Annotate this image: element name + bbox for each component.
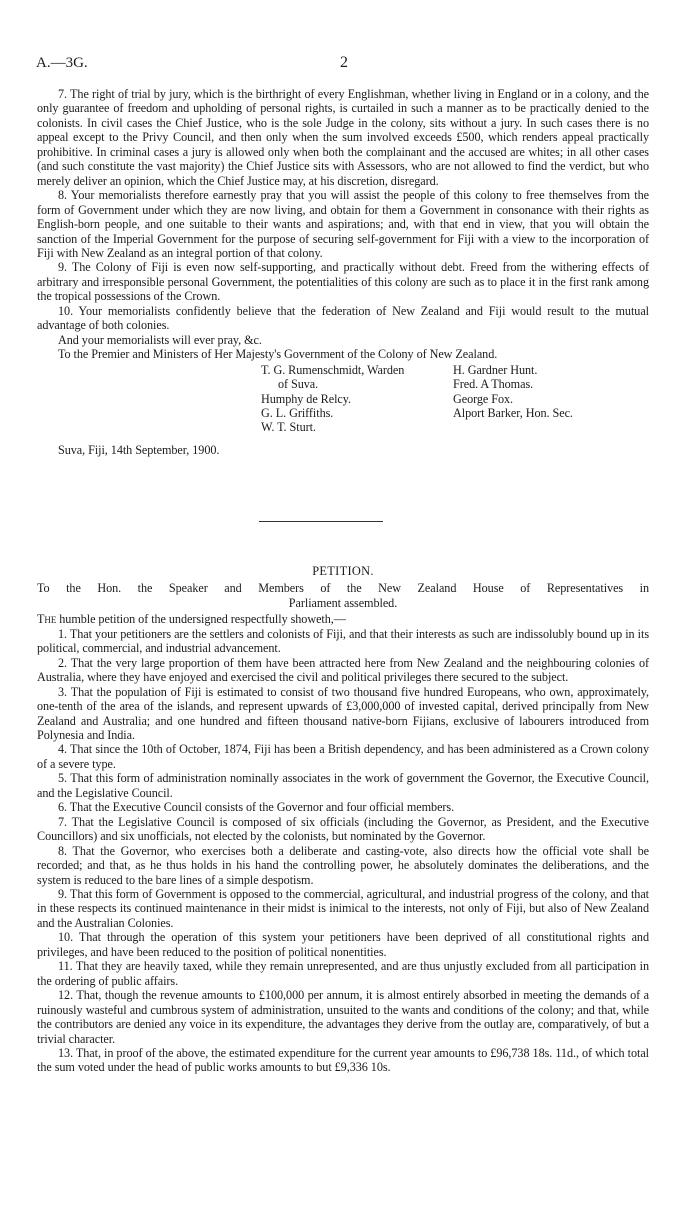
signatory: H. Gardner Hunt. — [453, 362, 538, 377]
petition-paragraph-7: 7. That the Legislative Council is composed of six officials (including the Governor, as President, and the Executive Councillors) and six unofficials, not elected by the colonists, but nominated by the Governor. — [37, 814, 649, 844]
petition-paragraph-6: 6. That the Executive Council consists of the Governor and four official members. — [58, 800, 455, 815]
petition-paragraph-12: 12. That, though the revenue amounts to £100,000 per annum, it is almost entirely absorbed in meeting the demands of a ruinously wasteful and cumbrous system of administration, unsuited to the wants and conditions of the colony; and that, while the contributors are denied any voice in its expenditure, the advantages they derive from the outlay are, comparatively, of but a trivial character. — [37, 988, 649, 1046]
memorial-paragraph-9: 9. The Colony of Fiji is even now self-supporting, and practically without debt. Freed from the withering effects of arbitrary and irresponsible personal Government, the potentialities of this colony are such as to place it in the first rank among the tropical possessions of the Crown. — [37, 260, 649, 304]
petition-intro-first-word: The — [37, 612, 57, 627]
memorial-section — [37, 87, 649, 457]
signatory: W. T. Sturt. — [261, 420, 316, 435]
signatory: T. G. Rumenschmidt, Warden — [261, 362, 405, 377]
petition-paragraph-8: 8. That the Governor, who exercises both a deliberate and casting-vote, also directs how the official vote shall be recorded; and that, as he thus holds in his hand the controlling power, he absolutely dominates the deliberations, and the system is reduced to the bare lines of a simple despotism. — [37, 843, 649, 887]
section-divider — [259, 521, 383, 522]
petition-paragraph-5: 5. That this form of administration nominally associates in the work of government the Governor, the Executive Council, and the Legislative Council. — [37, 771, 649, 800]
memorial-addressee: To the Premier and Ministers of Her Majesty's Government of the Colony of New Zealand. — [58, 347, 498, 362]
signatory-title: of Suva. — [278, 377, 319, 392]
document-reference: A.—3G. — [36, 55, 88, 71]
signatory: Alport Barker, Hon. Sec. — [453, 405, 573, 420]
petition-paragraph-2: 2. That the very large proportion of them have been attracted here from New Zealand and the neighbouring colonies of Australia, where they have enjoyed and exercised the civil and political privileges there secured to the subject. — [37, 655, 649, 685]
signatory: George Fox. — [453, 391, 514, 406]
petition-paragraph-4: 4. That since the 10th of October, 1874, Fiji has been a British dependency, and has been administered as a Crown colony of a severe type. — [37, 742, 649, 771]
petition-paragraph-9: 9. That this form of Government is opposed to the commercial, agricultural, and industrial progress of the colony, and that in these respects its continued maintenance in their midst is inimical to the interests, not only of Fiji, but also of New Zealand and the Australian Colonies. — [37, 886, 649, 930]
petition-paragraph-10: 10. That through the operation of this system your petitioners have been deprived of all constitutional rights and privileges, and have been reduced to the position of political nonentities. — [37, 930, 649, 959]
signatory: Humphy de Relcy. — [261, 391, 351, 406]
petition-intro — [37, 612, 649, 626]
petition-address-line-1: To the Hon. the Speaker and Members of the New Zealand House of Representatives in — [37, 581, 649, 596]
petition-section — [37, 564, 649, 1075]
memorial-paragraph-8: 8. Your memorialists therefore earnestly pray that you will assist the people of this colony to free themselves from the form of Government under which they are now living, and obtain for them a Government in consonance with their rights as English-born people, and one suitable to their wants and aspirations; and, with that end in view, that you will obtain the sanction of the Imperial Government for the purpose of securing self-government for Fiji with a view to the incorporation of Fiji with New Zealand as an integral portion of that colony. — [37, 188, 649, 260]
petition-intro-text: humble petition of the undersigned respectfully showeth,— — [56, 612, 346, 627]
petition-paragraph-13: 13. That, in proof of the above, the estimated expenditure for the current year amounts to £96,738 18s. 11d., of which total the sum voted under the head of public works amounts to but £9,336 10s. — [37, 1045, 649, 1075]
page-number: 2 — [340, 54, 348, 71]
memorial-closing: And your memorialists will ever pray, &c. — [58, 332, 262, 347]
memorial-date: Suva, Fiji, 14th September, 1900. — [58, 442, 220, 457]
petition-paragraph-3: 3. That the population of Fiji is estimated to consist of two thousand five hundred Europeans, who own, approximately, one-tenth of the area of the islands, and represent upwards of £3,000,000 of invested capital, derived principally from New Zealand and Australia; and one hundred and fifteen thousand native-born Fijians, exclusive of labourers introduced from Polynesia and India. — [37, 684, 649, 742]
signatory: G. L. Griffiths. — [261, 405, 334, 420]
signatories-left-column — [261, 363, 453, 435]
signatories-right-column — [453, 363, 653, 435]
signatory: Fred. A Thomas. — [453, 377, 534, 392]
petition-address-line-2: Parliament assembled. — [288, 595, 398, 610]
petition-paragraph-11: 11. That they are heavily taxed, while they remain unrepresented, and are thus unjustly excluded from all participation in the ordering of public affairs. — [37, 959, 649, 988]
petition-title: PETITION. — [312, 564, 374, 578]
petition-paragraph-1: 1. That your petitioners are the settlers and colonists of Fiji, and that their interests as such are indissolubly bound up in its political, commercial, and industrial advancement. — [37, 626, 649, 656]
signatories-block — [261, 363, 649, 435]
memorial-paragraph-10: 10. Your memorialists confidently believe that the federation of New Zealand and Fiji would result to the mutual advantage of both colonies. — [37, 303, 649, 333]
memorial-paragraph-7: 7. The right of trial by jury, which is the birthright of every Englishman, whether living in England or in a colony, and the only guarantee of freedom and upholding of personal rights, is curtailed in such a manner as to be practically denied to the colonists. In civil cases the Chief Justice, who is the sole Judge in the colony, sits without a jury. In such cases there is no appeal except to the Privy Council, and then only when the sum involved exceeds £500, which renders appeal practically prohibitive. In criminal cases a jury is allowed only when both the complainant and the accused are whites; in all other cases (and such constitute the vast majority) the Chief Justice sits with Assessors, who are not allowed to find the verdict, but who merely deliver an opinion, which the Chief Justice may, at his discretion, disregard. — [37, 87, 649, 188]
